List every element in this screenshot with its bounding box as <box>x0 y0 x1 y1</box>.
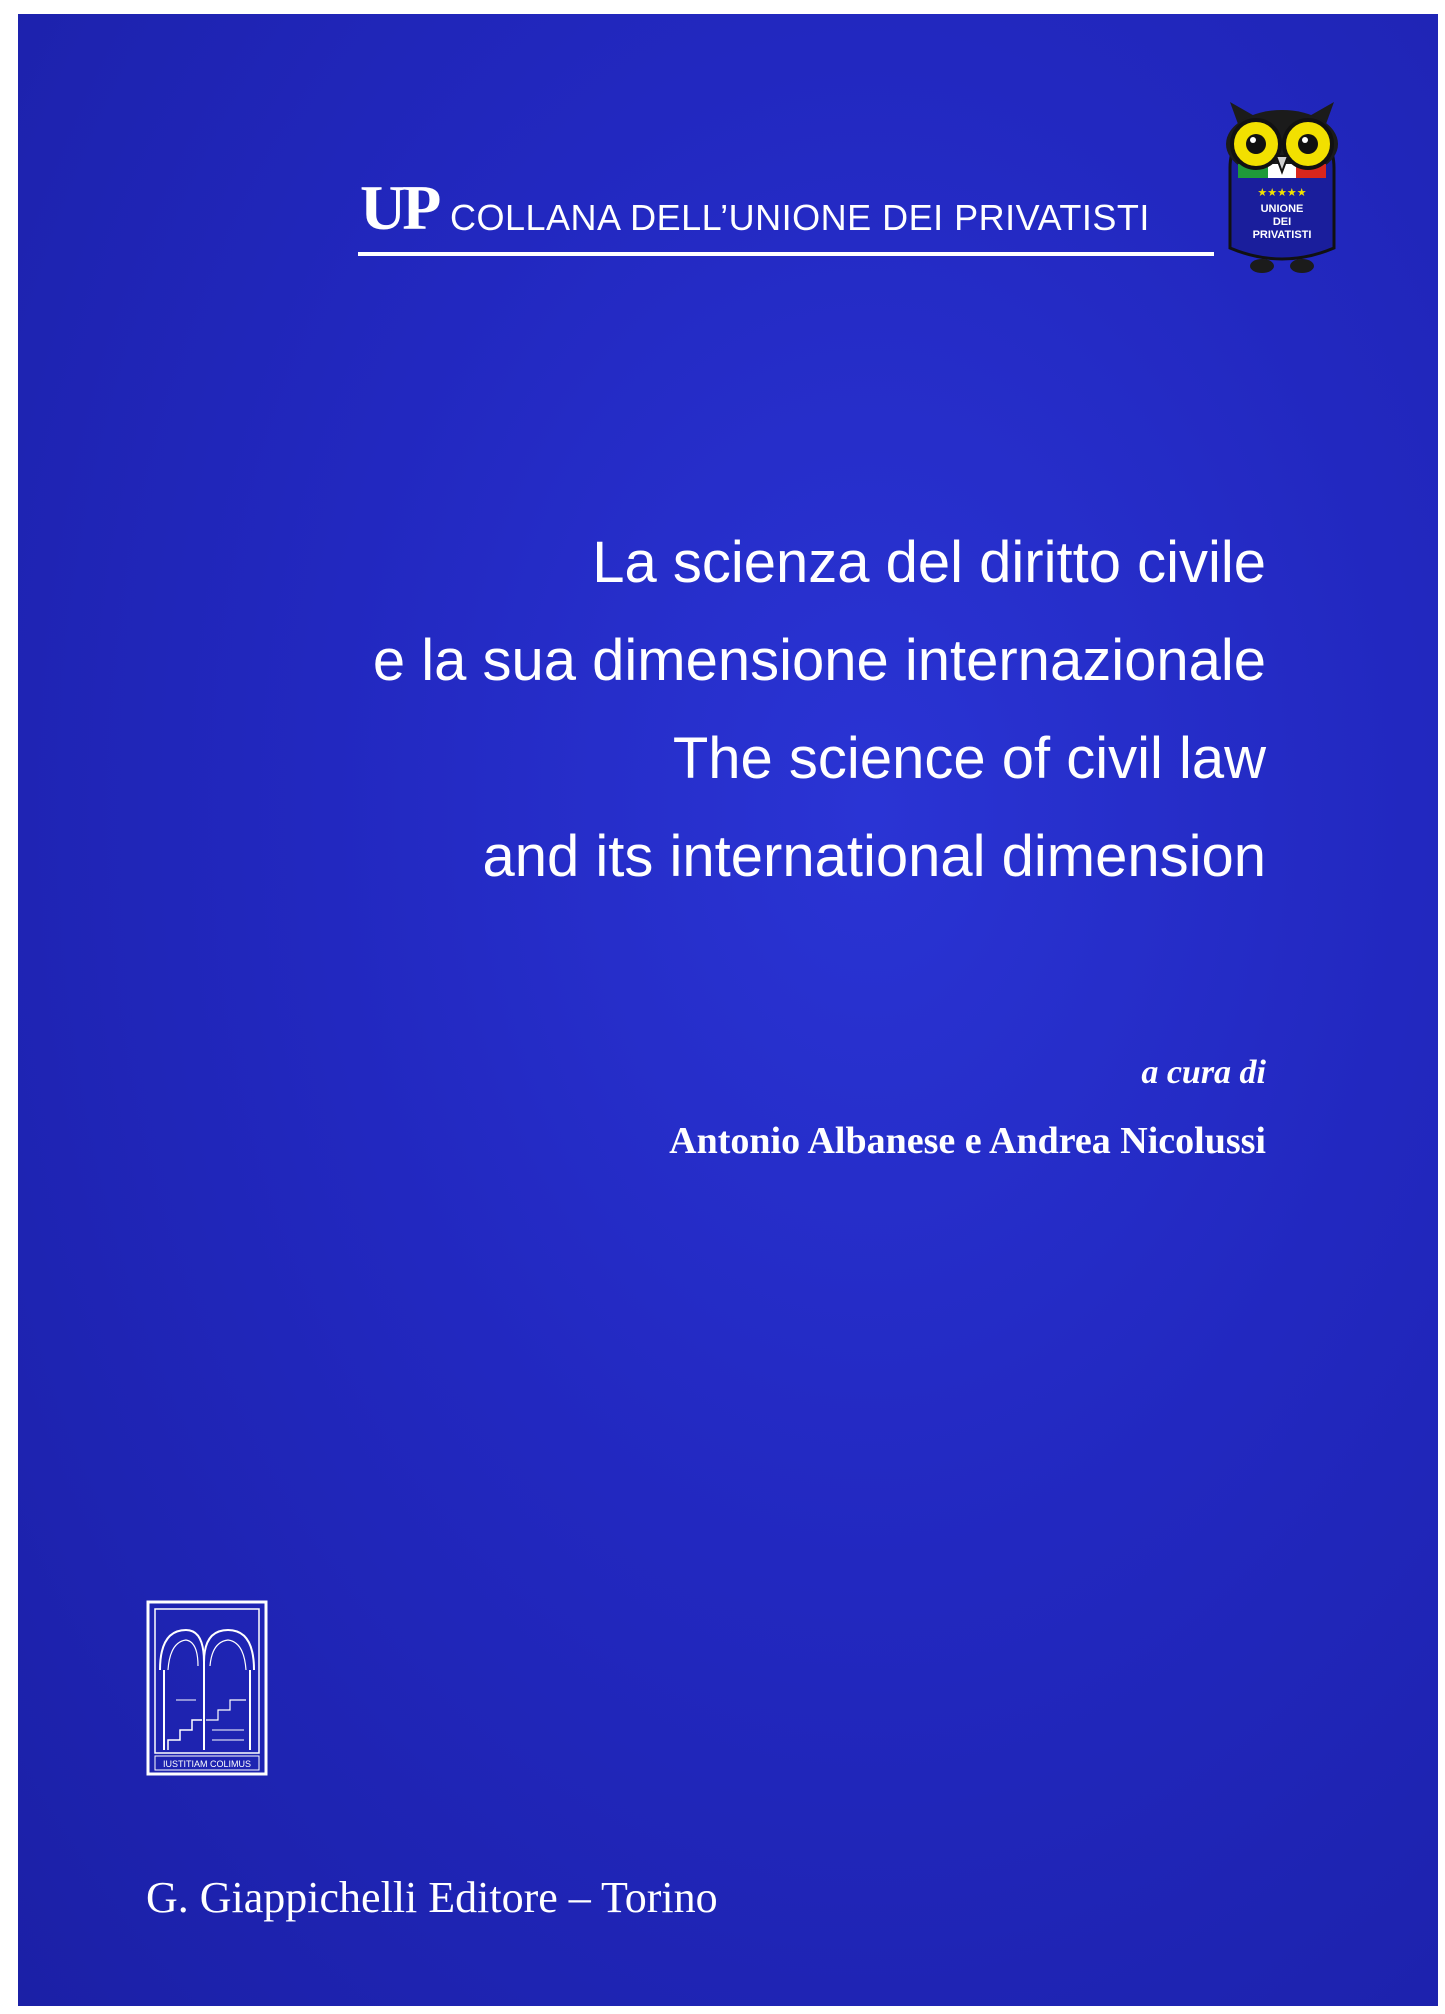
series-name: COLLANA DELL’UNIONE DEI PRIVATISTI <box>450 197 1150 238</box>
title-line-italian-1: La scienza del diritto civile <box>592 530 1266 595</box>
svg-text:PRIVATISTI: PRIVATISTI <box>1252 229 1312 241</box>
owl-logo-icon <box>1216 98 1348 278</box>
series-header <box>340 164 1210 264</box>
svg-text:★★★★★: ★★★★★ <box>1257 186 1307 199</box>
svg-text:UNIONE: UNIONE <box>1260 203 1304 215</box>
editor-label: a cura di <box>1141 1054 1266 1091</box>
title-line-english-2: and its international dimension <box>482 824 1266 889</box>
editor-names: Antonio Albanese e Andrea Nicolussi <box>669 1120 1266 1162</box>
publisher-name: G. Giappichelli Editore – Torino <box>146 1873 718 1922</box>
title-line-italian-2: e la sua dimensione internazionale <box>372 628 1266 693</box>
series-logo-up: UP <box>360 172 438 243</box>
publisher-emblem-icon <box>146 1600 268 1776</box>
series-divider <box>358 252 1214 256</box>
book-title <box>373 514 1266 906</box>
svg-text:IUSTITIAM COLIMUS: IUSTITIAM COLIMUS <box>162 1759 252 1769</box>
book-cover <box>18 14 1438 2006</box>
svg-text:DEI: DEI <box>1272 216 1292 228</box>
title-line-english-1: The science of civil law <box>672 726 1266 791</box>
